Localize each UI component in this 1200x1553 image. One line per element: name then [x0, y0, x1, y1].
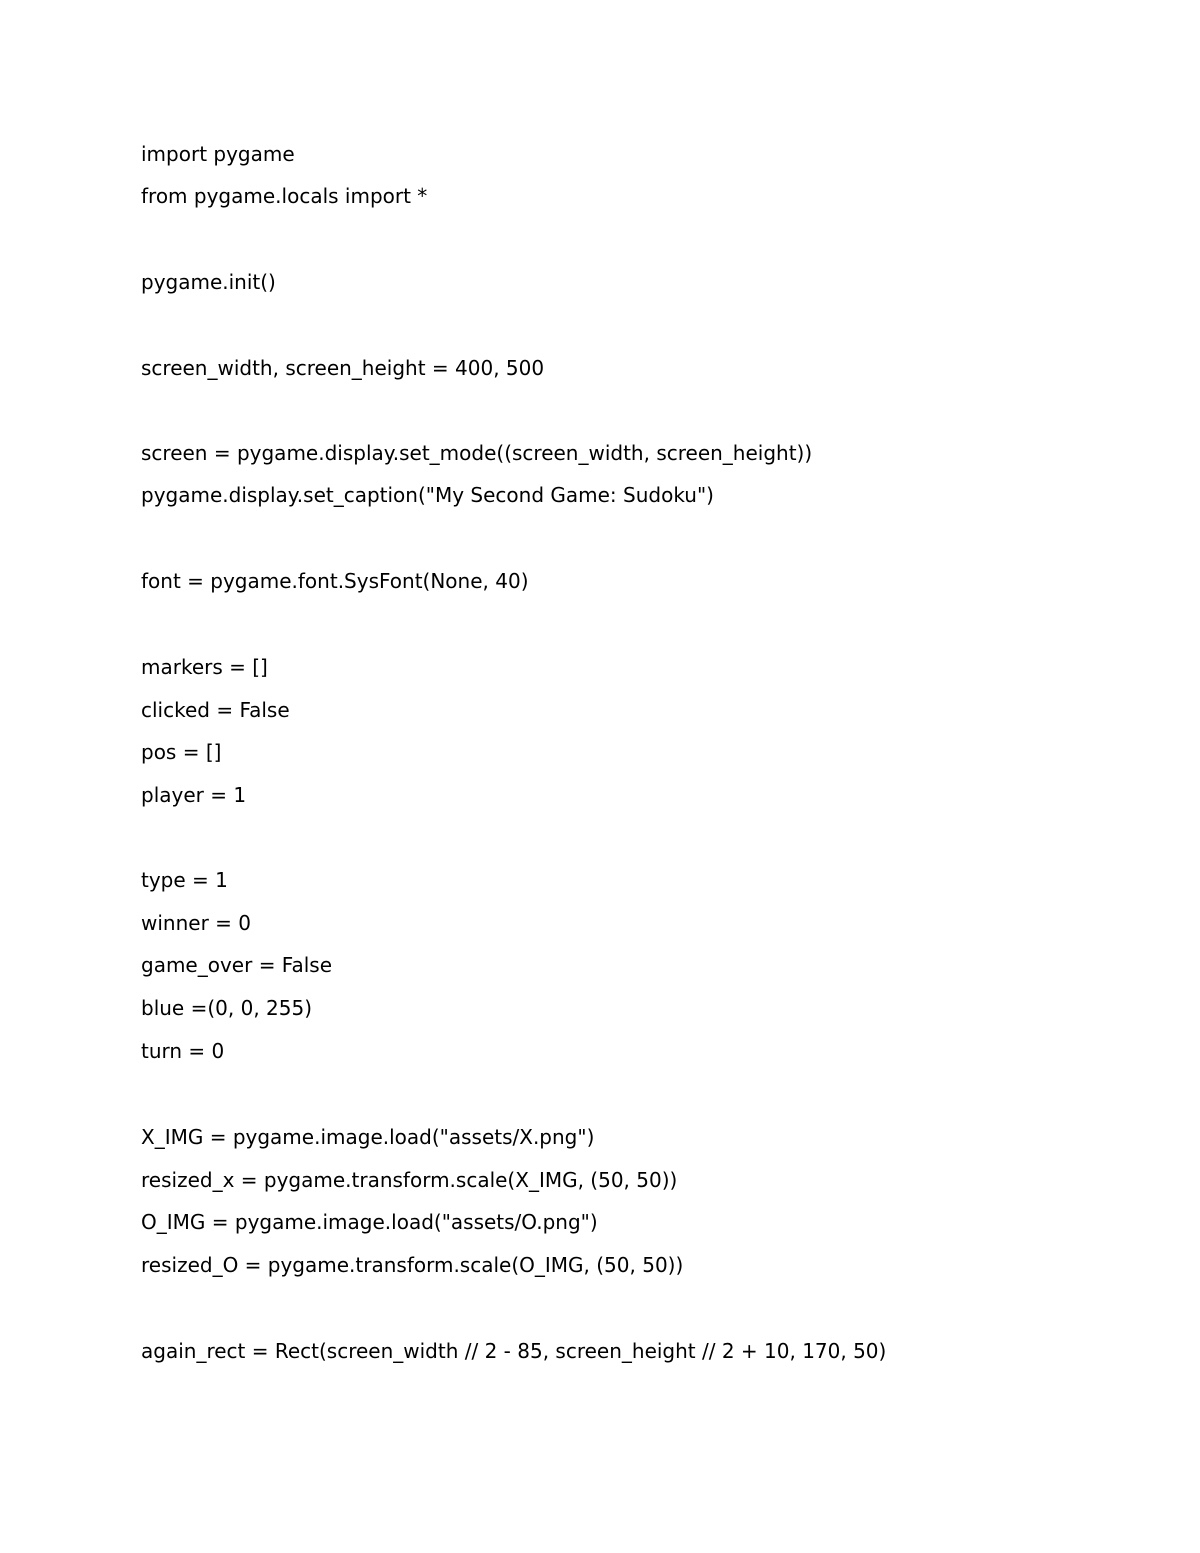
code-line: turn = 0 — [141, 1039, 225, 1063]
code-line: again_rect = Rect(screen_width // 2 - 85, screen_height // 2 + 10, 170, 50) — [141, 1339, 887, 1363]
code-line: pygame.init() — [141, 270, 276, 294]
code-line: X_IMG = pygame.image.load("assets/X.png") — [141, 1125, 595, 1149]
code-line: resized_O = pygame.transform.scale(O_IMG, (50, 50)) — [141, 1253, 684, 1277]
code-line: font = pygame.font.SysFont(None, 40) — [141, 569, 529, 593]
code-line: screen_width, screen_height = 400, 500 — [141, 356, 545, 380]
code-line: screen = pygame.display.set_mode((screen_width, screen_height)) — [141, 441, 813, 465]
code-line: import pygame — [141, 142, 295, 166]
code-line: game_over = False — [141, 953, 333, 977]
code-line: winner = 0 — [141, 911, 251, 935]
code-line: from pygame.locals import * — [141, 184, 428, 208]
code-line: player = 1 — [141, 783, 247, 807]
code-line: blue =(0, 0, 255) — [141, 996, 313, 1020]
code-line: markers = [] — [141, 655, 268, 679]
code-line: pygame.display.set_caption("My Second Game: Sudoku") — [141, 483, 714, 507]
code-line: pos = [] — [141, 740, 222, 764]
code-line: clicked = False — [141, 698, 290, 722]
code-line: type = 1 — [141, 868, 228, 892]
code-line: resized_x = pygame.transform.scale(X_IMG, (50, 50)) — [141, 1168, 678, 1192]
code-line: O_IMG = pygame.image.load("assets/O.png") — [141, 1210, 598, 1234]
